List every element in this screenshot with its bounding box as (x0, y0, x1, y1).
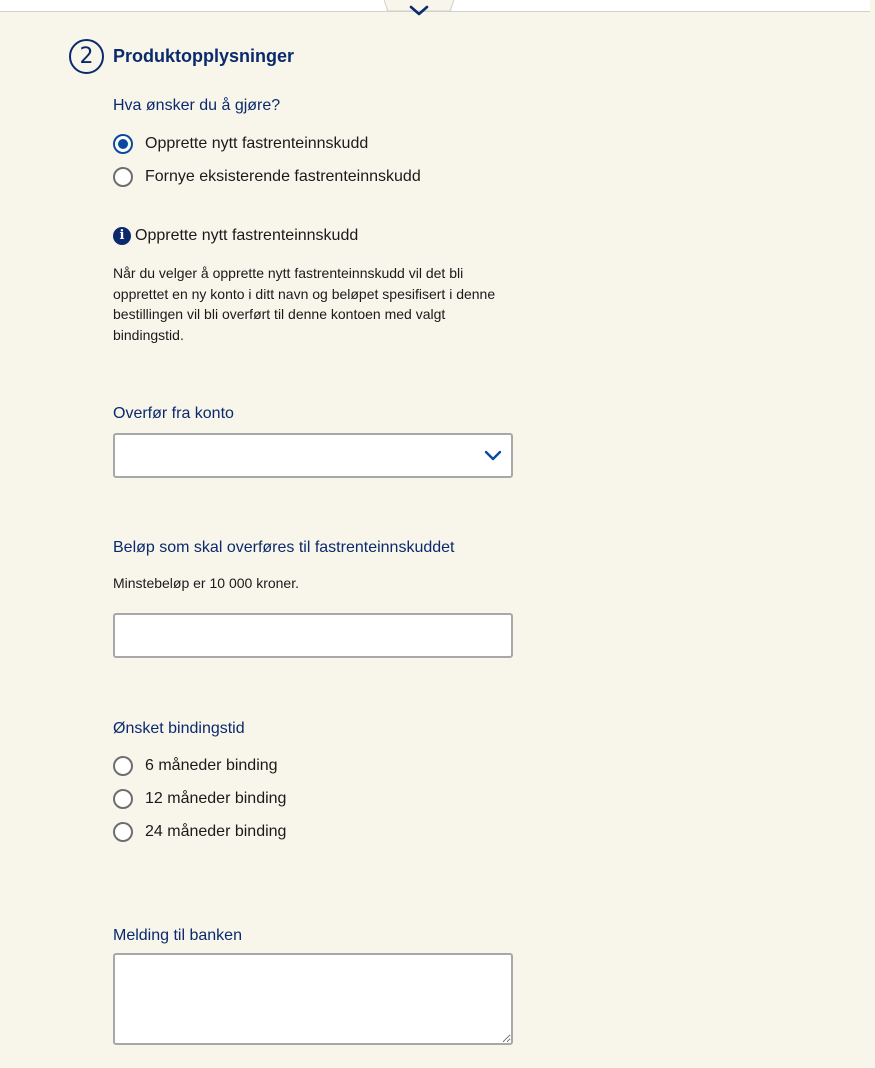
step-number-badge: 2 (69, 39, 104, 74)
radio-option-label: 12 måneder binding (145, 790, 287, 807)
radio-button[interactable] (113, 167, 133, 187)
message-textarea[interactable] (113, 953, 513, 1045)
radio-option-24-months[interactable] (113, 821, 286, 843)
info-icon: i (113, 227, 131, 245)
top-bar-left (0, 0, 386, 11)
radio-option-label: Opprette nytt fastrenteinnskudd (145, 135, 369, 152)
radio-button[interactable] (113, 756, 133, 776)
radio-option-label: 24 måneder binding (145, 823, 287, 840)
radio-option-new-deposit[interactable] (113, 133, 368, 155)
radio-option-6-months[interactable] (113, 755, 278, 777)
radio-option-renew-deposit[interactable] (113, 166, 421, 188)
radio-button[interactable] (113, 789, 133, 809)
amount-label: Beløp som skal overføres til fastrenteinnskuddet (113, 539, 455, 556)
radio-option-12-months[interactable] (113, 788, 286, 810)
message-label: Melding til banken (113, 927, 242, 944)
info-heading (113, 227, 358, 245)
amount-input[interactable] (113, 613, 513, 658)
action-question-label: Hva ønsker du å gjøre? (113, 97, 281, 114)
radio-option-label: Fornye eksisterende fastrenteinnskudd (145, 168, 421, 185)
radio-option-label: 6 måneder binding (145, 757, 278, 774)
transfer-from-label: Overfør fra konto (113, 405, 234, 422)
amount-hint: Minstebeløp er 10 000 kroner. (113, 575, 299, 591)
info-description: Når du velger å opprette nytt fastrenteinnskudd vil det bli opprettet en ny konto i ditt navn og beløpet spesifisert i denne bestillingen vil bli overført til denne kontoen med valgt bindingstid. (113, 265, 496, 343)
step-title: Produktopplysninger (113, 46, 295, 66)
collapse-chevron-icon[interactable] (384, 0, 454, 24)
top-bar-right (452, 0, 870, 11)
binding-label: Ønsket bindingstid (113, 720, 245, 737)
transfer-from-select[interactable] (113, 433, 513, 478)
chevron-down-icon (484, 447, 502, 463)
radio-button-checked[interactable] (113, 134, 133, 154)
radio-button[interactable] (113, 822, 133, 842)
info-title: Opprette nytt fastrenteinnskudd (135, 227, 359, 244)
